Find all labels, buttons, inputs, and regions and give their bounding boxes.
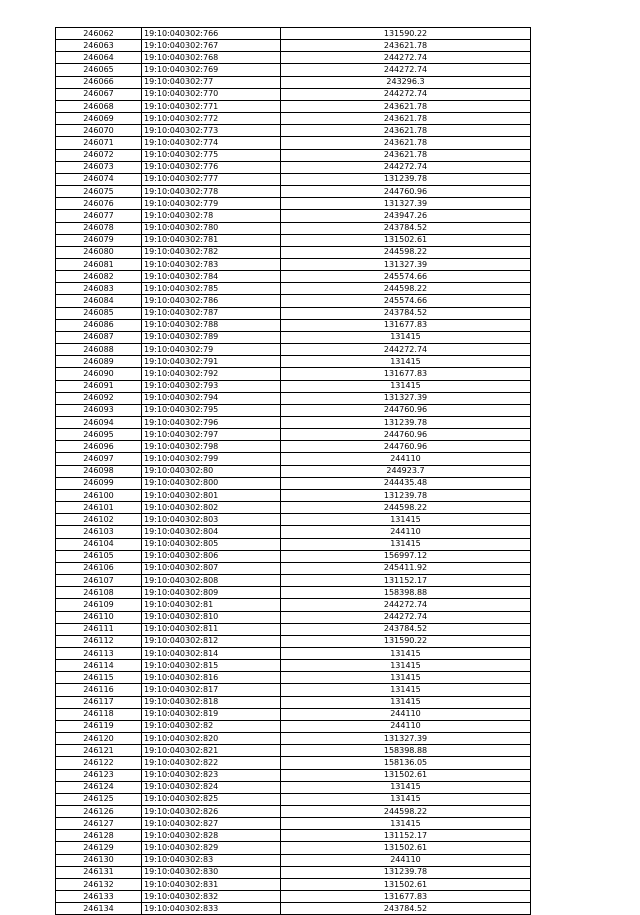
row-number-cell: 246134 <box>56 903 142 915</box>
table-row <box>56 854 531 866</box>
table-row <box>56 392 531 404</box>
cadastral-number-cell: 19:10:040302:774 <box>142 137 281 149</box>
value-cell: 244923.7 <box>281 465 531 477</box>
row-number-cell: 246106 <box>56 562 142 574</box>
value-cell: 131415 <box>281 660 531 672</box>
value-cell: 243784.52 <box>281 903 531 915</box>
cadastral-number-cell: 19:10:040302:816 <box>142 672 281 684</box>
table-row <box>56 611 531 623</box>
table-row <box>56 818 531 830</box>
table-row <box>56 113 531 125</box>
row-number-cell: 246133 <box>56 891 142 903</box>
cadastral-number-cell: 19:10:040302:823 <box>142 769 281 781</box>
table-row <box>56 453 531 465</box>
value-cell: 244598.22 <box>281 502 531 514</box>
value-cell: 243621.78 <box>281 149 531 161</box>
table-row <box>56 186 531 198</box>
value-cell: 131327.39 <box>281 258 531 270</box>
cadastral-number-cell: 19:10:040302:830 <box>142 866 281 878</box>
value-cell: 131415 <box>281 514 531 526</box>
cadastral-number-cell: 19:10:040302:77 <box>142 76 281 88</box>
row-number-cell: 246113 <box>56 647 142 659</box>
row-number-cell: 246131 <box>56 866 142 878</box>
table-row <box>56 52 531 64</box>
value-cell: 243621.78 <box>281 40 531 52</box>
table-row <box>56 76 531 88</box>
table-row <box>56 769 531 781</box>
row-number-cell: 246076 <box>56 198 142 210</box>
table-row <box>56 891 531 903</box>
cadastral-number-cell: 19:10:040302:812 <box>142 635 281 647</box>
cadastral-number-cell: 19:10:040302:824 <box>142 781 281 793</box>
row-number-cell: 246094 <box>56 417 142 429</box>
cadastral-number-cell: 19:10:040302:819 <box>142 708 281 720</box>
row-number-cell: 246078 <box>56 222 142 234</box>
table-row <box>56 40 531 52</box>
table-row <box>56 599 531 611</box>
table-row <box>56 283 531 295</box>
value-cell: 131415 <box>281 696 531 708</box>
table-row <box>56 526 531 538</box>
cadastral-number-cell: 19:10:040302:804 <box>142 526 281 538</box>
table-row <box>56 538 531 550</box>
value-cell: 244760.96 <box>281 441 531 453</box>
table-row <box>56 842 531 854</box>
cadastral-number-cell: 19:10:040302:832 <box>142 891 281 903</box>
value-cell: 243947.26 <box>281 210 531 222</box>
value-cell: 156997.12 <box>281 550 531 562</box>
cadastral-number-cell: 19:10:040302:775 <box>142 149 281 161</box>
value-cell: 131677.83 <box>281 319 531 331</box>
cadastral-number-cell: 19:10:040302:770 <box>142 88 281 100</box>
cadastral-number-cell: 19:10:040302:771 <box>142 100 281 112</box>
value-cell: 131239.78 <box>281 489 531 501</box>
table-row <box>56 307 531 319</box>
cadastral-number-cell: 19:10:040302:784 <box>142 271 281 283</box>
value-cell: 245411.92 <box>281 562 531 574</box>
table-row <box>56 745 531 757</box>
row-number-cell: 246063 <box>56 40 142 52</box>
row-number-cell: 246104 <box>56 538 142 550</box>
row-number-cell: 246118 <box>56 708 142 720</box>
cadastral-number-cell: 19:10:040302:810 <box>142 611 281 623</box>
cadastral-number-cell: 19:10:040302:81 <box>142 599 281 611</box>
cadastral-number-cell: 19:10:040302:772 <box>142 113 281 125</box>
table-row <box>56 660 531 672</box>
value-cell: 243296.3 <box>281 76 531 88</box>
cadastral-number-cell: 19:10:040302:80 <box>142 465 281 477</box>
cadastral-number-cell: 19:10:040302:814 <box>142 647 281 659</box>
value-cell: 243621.78 <box>281 125 531 137</box>
row-number-cell: 246130 <box>56 854 142 866</box>
table-row <box>56 587 531 599</box>
cadastral-number-cell: 19:10:040302:782 <box>142 246 281 258</box>
table-row <box>56 210 531 222</box>
row-number-cell: 246124 <box>56 781 142 793</box>
cadastral-number-cell: 19:10:040302:794 <box>142 392 281 404</box>
cadastral-number-cell: 19:10:040302:798 <box>142 441 281 453</box>
row-number-cell: 246069 <box>56 113 142 125</box>
table-row <box>56 246 531 258</box>
table-row <box>56 757 531 769</box>
cadastral-number-cell: 19:10:040302:796 <box>142 417 281 429</box>
row-number-cell: 246120 <box>56 733 142 745</box>
value-cell: 131327.39 <box>281 198 531 210</box>
table-row <box>56 635 531 647</box>
cadastral-number-cell: 19:10:040302:815 <box>142 660 281 672</box>
value-cell: 243621.78 <box>281 113 531 125</box>
cadastral-number-cell: 19:10:040302:766 <box>142 28 281 40</box>
value-cell: 131677.83 <box>281 368 531 380</box>
table-row <box>56 344 531 356</box>
value-cell: 131415 <box>281 538 531 550</box>
row-number-cell: 246081 <box>56 258 142 270</box>
value-cell: 243784.52 <box>281 222 531 234</box>
table-row <box>56 28 531 40</box>
row-number-cell: 246093 <box>56 404 142 416</box>
value-cell: 244272.74 <box>281 161 531 173</box>
value-cell: 244272.74 <box>281 344 531 356</box>
value-cell: 131502.61 <box>281 234 531 246</box>
table-row <box>56 575 531 587</box>
cadastral-number-cell: 19:10:040302:780 <box>142 222 281 234</box>
value-cell: 131415 <box>281 647 531 659</box>
cadastral-number-cell: 19:10:040302:809 <box>142 587 281 599</box>
table-row <box>56 64 531 76</box>
table-row <box>56 149 531 161</box>
row-number-cell: 246073 <box>56 161 142 173</box>
value-cell: 244760.96 <box>281 429 531 441</box>
row-number-cell: 246088 <box>56 344 142 356</box>
value-cell: 243621.78 <box>281 137 531 149</box>
value-cell: 244110 <box>281 453 531 465</box>
table-row <box>56 562 531 574</box>
row-number-cell: 246117 <box>56 696 142 708</box>
row-number-cell: 246085 <box>56 307 142 319</box>
table-row <box>56 429 531 441</box>
table-row <box>56 489 531 501</box>
table-row <box>56 514 531 526</box>
row-number-cell: 246062 <box>56 28 142 40</box>
value-cell: 244110 <box>281 708 531 720</box>
value-cell: 158398.88 <box>281 745 531 757</box>
table-row <box>56 708 531 720</box>
table-row <box>56 295 531 307</box>
row-number-cell: 246102 <box>56 514 142 526</box>
table-row <box>56 866 531 878</box>
table-row <box>56 356 531 368</box>
value-cell: 158136.05 <box>281 757 531 769</box>
value-cell: 243784.52 <box>281 307 531 319</box>
table-body <box>56 28 531 915</box>
row-number-cell: 246108 <box>56 587 142 599</box>
cadastral-number-cell: 19:10:040302:785 <box>142 283 281 295</box>
cadastral-number-cell: 19:10:040302:821 <box>142 745 281 757</box>
value-cell: 131415 <box>281 672 531 684</box>
cadastral-number-cell: 19:10:040302:827 <box>142 818 281 830</box>
table-row <box>56 234 531 246</box>
cadastral-number-cell: 19:10:040302:792 <box>142 368 281 380</box>
row-number-cell: 246087 <box>56 331 142 343</box>
value-cell: 244272.74 <box>281 64 531 76</box>
row-number-cell: 246068 <box>56 100 142 112</box>
value-cell: 131327.39 <box>281 733 531 745</box>
table-row <box>56 137 531 149</box>
value-cell: 244435.48 <box>281 477 531 489</box>
row-number-cell: 246114 <box>56 660 142 672</box>
row-number-cell: 246107 <box>56 575 142 587</box>
row-number-cell: 246122 <box>56 757 142 769</box>
row-number-cell: 246099 <box>56 477 142 489</box>
row-number-cell: 246095 <box>56 429 142 441</box>
row-number-cell: 246126 <box>56 806 142 818</box>
value-cell: 244760.96 <box>281 404 531 416</box>
cadastral-number-cell: 19:10:040302:773 <box>142 125 281 137</box>
value-cell: 244110 <box>281 720 531 732</box>
cadastral-number-cell: 19:10:040302:777 <box>142 173 281 185</box>
row-number-cell: 246084 <box>56 295 142 307</box>
value-cell: 131415 <box>281 356 531 368</box>
value-cell: 244110 <box>281 526 531 538</box>
table-row <box>56 88 531 100</box>
table-row <box>56 477 531 489</box>
value-cell: 245574.66 <box>281 271 531 283</box>
row-number-cell: 246072 <box>56 149 142 161</box>
table-row <box>56 878 531 890</box>
row-number-cell: 246089 <box>56 356 142 368</box>
cadastral-number-cell: 19:10:040302:78 <box>142 210 281 222</box>
value-cell: 244760.96 <box>281 186 531 198</box>
cadastral-number-cell: 19:10:040302:818 <box>142 696 281 708</box>
cadastral-number-cell: 19:10:040302:791 <box>142 356 281 368</box>
row-number-cell: 246092 <box>56 392 142 404</box>
cadastral-number-cell: 19:10:040302:786 <box>142 295 281 307</box>
table-row <box>56 441 531 453</box>
value-cell: 245574.66 <box>281 295 531 307</box>
row-number-cell: 246065 <box>56 64 142 76</box>
cadastral-number-cell: 19:10:040302:817 <box>142 684 281 696</box>
value-cell: 244272.74 <box>281 611 531 623</box>
value-cell: 131590.22 <box>281 28 531 40</box>
row-number-cell: 246100 <box>56 489 142 501</box>
value-cell: 131415 <box>281 380 531 392</box>
table-row <box>56 550 531 562</box>
cadastral-number-cell: 19:10:040302:778 <box>142 186 281 198</box>
table-row <box>56 672 531 684</box>
cadastral-value-table <box>55 27 531 915</box>
table-row <box>56 502 531 514</box>
cadastral-number-cell: 19:10:040302:805 <box>142 538 281 550</box>
cadastral-number-cell: 19:10:040302:801 <box>142 489 281 501</box>
value-cell: 131239.78 <box>281 866 531 878</box>
cadastral-number-cell: 19:10:040302:776 <box>142 161 281 173</box>
cadastral-number-cell: 19:10:040302:829 <box>142 842 281 854</box>
row-number-cell: 246082 <box>56 271 142 283</box>
value-cell: 244272.74 <box>281 52 531 64</box>
cadastral-number-cell: 19:10:040302:768 <box>142 52 281 64</box>
value-cell: 244598.22 <box>281 246 531 258</box>
cadastral-number-cell: 19:10:040302:783 <box>142 258 281 270</box>
value-cell: 131239.78 <box>281 417 531 429</box>
value-cell: 243621.78 <box>281 100 531 112</box>
cadastral-number-cell: 19:10:040302:789 <box>142 331 281 343</box>
row-number-cell: 246116 <box>56 684 142 696</box>
table-row <box>56 793 531 805</box>
value-cell: 131502.61 <box>281 878 531 890</box>
row-number-cell: 246112 <box>56 635 142 647</box>
cadastral-number-cell: 19:10:040302:833 <box>142 903 281 915</box>
cadastral-number-cell: 19:10:040302:820 <box>142 733 281 745</box>
cadastral-number-cell: 19:10:040302:802 <box>142 502 281 514</box>
row-number-cell: 246071 <box>56 137 142 149</box>
table-row <box>56 465 531 477</box>
row-number-cell: 246101 <box>56 502 142 514</box>
table-row <box>56 368 531 380</box>
value-cell: 131677.83 <box>281 891 531 903</box>
row-number-cell: 246129 <box>56 842 142 854</box>
value-cell: 131590.22 <box>281 635 531 647</box>
row-number-cell: 246119 <box>56 720 142 732</box>
table-row <box>56 781 531 793</box>
cadastral-number-cell: 19:10:040302:795 <box>142 404 281 416</box>
row-number-cell: 246090 <box>56 368 142 380</box>
cadastral-number-cell: 19:10:040302:800 <box>142 477 281 489</box>
row-number-cell: 246077 <box>56 210 142 222</box>
value-cell: 131415 <box>281 331 531 343</box>
value-cell: 131239.78 <box>281 173 531 185</box>
row-number-cell: 246066 <box>56 76 142 88</box>
value-cell: 244598.22 <box>281 283 531 295</box>
row-number-cell: 246074 <box>56 173 142 185</box>
row-number-cell: 246097 <box>56 453 142 465</box>
table-row <box>56 258 531 270</box>
row-number-cell: 246064 <box>56 52 142 64</box>
cadastral-number-cell: 19:10:040302:787 <box>142 307 281 319</box>
value-cell: 244598.22 <box>281 806 531 818</box>
row-number-cell: 246103 <box>56 526 142 538</box>
row-number-cell: 246128 <box>56 830 142 842</box>
cadastral-number-cell: 19:10:040302:808 <box>142 575 281 587</box>
row-number-cell: 246110 <box>56 611 142 623</box>
row-number-cell: 246075 <box>56 186 142 198</box>
table-row <box>56 161 531 173</box>
row-number-cell: 246109 <box>56 599 142 611</box>
table-row <box>56 271 531 283</box>
table-row <box>56 696 531 708</box>
value-cell: 244272.74 <box>281 599 531 611</box>
cadastral-number-cell: 19:10:040302:769 <box>142 64 281 76</box>
value-cell: 131415 <box>281 684 531 696</box>
row-number-cell: 246096 <box>56 441 142 453</box>
table-row <box>56 125 531 137</box>
table-row <box>56 647 531 659</box>
row-number-cell: 246079 <box>56 234 142 246</box>
cadastral-number-cell: 19:10:040302:826 <box>142 806 281 818</box>
value-cell: 131502.61 <box>281 769 531 781</box>
cadastral-number-cell: 19:10:040302:793 <box>142 380 281 392</box>
row-number-cell: 246086 <box>56 319 142 331</box>
table-row <box>56 100 531 112</box>
cadastral-number-cell: 19:10:040302:79 <box>142 344 281 356</box>
value-cell: 244272.74 <box>281 88 531 100</box>
table-row <box>56 173 531 185</box>
table-row <box>56 331 531 343</box>
value-cell: 131415 <box>281 818 531 830</box>
row-number-cell: 246111 <box>56 623 142 635</box>
cadastral-number-cell: 19:10:040302:831 <box>142 878 281 890</box>
row-number-cell: 246123 <box>56 769 142 781</box>
cadastral-number-cell: 19:10:040302:811 <box>142 623 281 635</box>
cadastral-number-cell: 19:10:040302:806 <box>142 550 281 562</box>
cadastral-number-cell: 19:10:040302:803 <box>142 514 281 526</box>
table-row <box>56 222 531 234</box>
cadastral-number-cell: 19:10:040302:799 <box>142 453 281 465</box>
value-cell: 158398.88 <box>281 587 531 599</box>
cadastral-number-cell: 19:10:040302:825 <box>142 793 281 805</box>
row-number-cell: 246125 <box>56 793 142 805</box>
cadastral-number-cell: 19:10:040302:807 <box>142 562 281 574</box>
value-cell: 244110 <box>281 854 531 866</box>
value-cell: 131415 <box>281 781 531 793</box>
table-row <box>56 720 531 732</box>
value-cell: 131502.61 <box>281 842 531 854</box>
row-number-cell: 246070 <box>56 125 142 137</box>
row-number-cell: 246083 <box>56 283 142 295</box>
row-number-cell: 246132 <box>56 878 142 890</box>
cadastral-number-cell: 19:10:040302:828 <box>142 830 281 842</box>
value-cell: 131152.17 <box>281 575 531 587</box>
cadastral-number-cell: 19:10:040302:83 <box>142 854 281 866</box>
row-number-cell: 246091 <box>56 380 142 392</box>
row-number-cell: 246105 <box>56 550 142 562</box>
table-row <box>56 404 531 416</box>
table-row <box>56 623 531 635</box>
table-row <box>56 319 531 331</box>
value-cell: 131415 <box>281 793 531 805</box>
table-row <box>56 806 531 818</box>
row-number-cell: 246115 <box>56 672 142 684</box>
table-row <box>56 417 531 429</box>
cadastral-number-cell: 19:10:040302:788 <box>142 319 281 331</box>
row-number-cell: 246067 <box>56 88 142 100</box>
table-row <box>56 684 531 696</box>
cadastral-number-cell: 19:10:040302:82 <box>142 720 281 732</box>
value-cell: 243784.52 <box>281 623 531 635</box>
value-cell: 131152.17 <box>281 830 531 842</box>
table-row <box>56 733 531 745</box>
table-row <box>56 198 531 210</box>
cadastral-number-cell: 19:10:040302:797 <box>142 429 281 441</box>
value-cell: 131327.39 <box>281 392 531 404</box>
row-number-cell: 246098 <box>56 465 142 477</box>
cadastral-number-cell: 19:10:040302:779 <box>142 198 281 210</box>
table-row <box>56 830 531 842</box>
cadastral-number-cell: 19:10:040302:767 <box>142 40 281 52</box>
cadastral-number-cell: 19:10:040302:822 <box>142 757 281 769</box>
table-row <box>56 380 531 392</box>
cadastral-number-cell: 19:10:040302:781 <box>142 234 281 246</box>
row-number-cell: 246127 <box>56 818 142 830</box>
row-number-cell: 246080 <box>56 246 142 258</box>
row-number-cell: 246121 <box>56 745 142 757</box>
